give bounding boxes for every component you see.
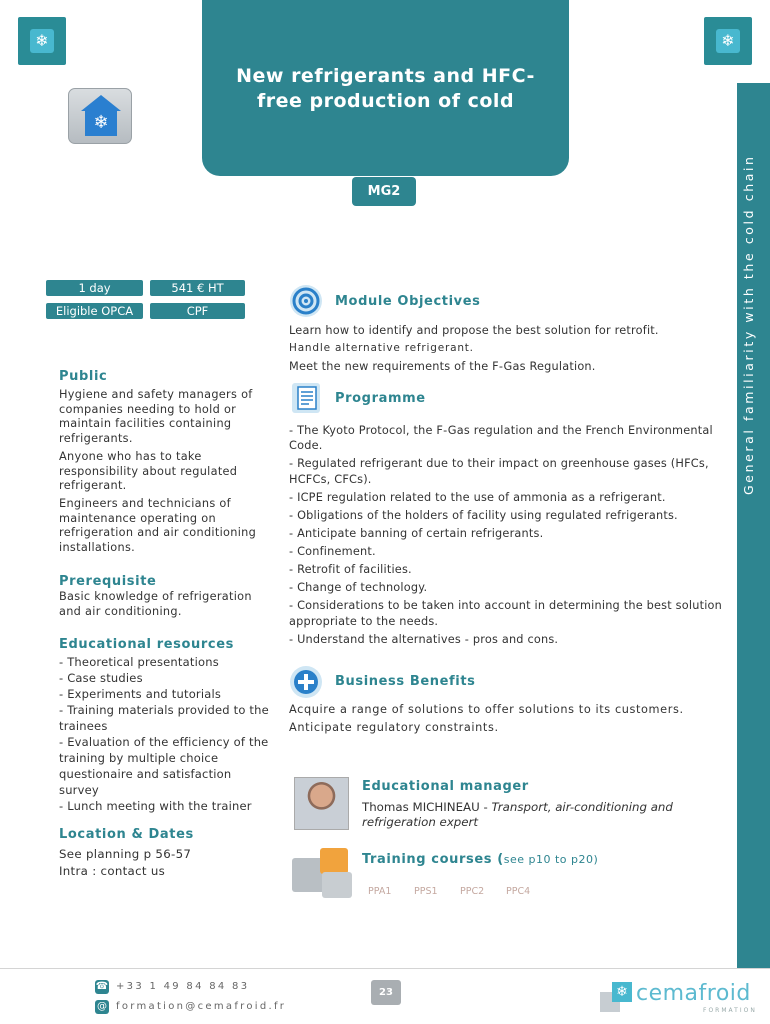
- courses-ref: see p10 to p20): [503, 853, 599, 866]
- objectives-heading: Module Objectives: [335, 294, 481, 309]
- list-item: - Experiments and tutorials: [59, 687, 222, 701]
- house-snowflake-icon: ❄: [68, 88, 132, 144]
- cemafroid-logo-icon: ❄: [600, 982, 634, 1014]
- document-icon: [289, 381, 323, 415]
- cpf-tag: CPF: [150, 303, 245, 319]
- page-number: 23: [371, 980, 401, 1005]
- courses-heading: [362, 852, 598, 867]
- courses-heading-text: Training courses (: [362, 852, 504, 867]
- module-code-badge: MG2: [352, 177, 416, 206]
- list-item: - Retrofit of facilities.: [289, 563, 412, 577]
- objectives-line: Handle alternative refrigerant.: [289, 342, 474, 354]
- list-item: - Case studies: [59, 671, 143, 685]
- title-banner: [202, 0, 569, 176]
- public-item: Anyone who has to take responsibility about regulated refrigerant.: [59, 450, 238, 493]
- public-item: Hygiene and safety managers of companies needing to hold or maintain facilities containing refrigerants.: [59, 388, 253, 445]
- benefits-line: Anticipate regulatory constraints.: [289, 721, 499, 734]
- prerequisite-heading: Prerequisite: [59, 574, 157, 589]
- side-banner-text: General familiarity with the cold chain: [741, 154, 756, 495]
- course-code-link[interactable]: PPA1: [368, 886, 392, 897]
- snowflake-icon: ❄: [716, 29, 740, 53]
- list-item: - Regulated refrigerant due to their impact on greenhouse gases (HFCs, HCFCs, CFCs).: [289, 457, 709, 486]
- corner-logo-left: [18, 17, 66, 65]
- corner-logo-right: [704, 17, 752, 65]
- footer-email[interactable]: formation@cemafroid.fr: [116, 1001, 287, 1012]
- list-item: - Change of technology.: [289, 581, 428, 595]
- duration-tag: 1 day: [46, 280, 143, 296]
- location-line: See planning p 56-57: [59, 847, 192, 861]
- course-code-link[interactable]: PPS1: [414, 886, 438, 897]
- manager-photo: [294, 777, 349, 830]
- phone-icon: ☎: [95, 981, 109, 992]
- plus-icon: [289, 665, 323, 699]
- prerequisite-text: Basic knowledge of refrigeration and air conditioning.: [59, 590, 252, 618]
- list-item: - Training materials provided to the trainees: [59, 703, 269, 733]
- programme-list: [289, 423, 724, 650]
- price-tag: 541 € HT: [150, 280, 245, 296]
- puzzle-icon: [292, 848, 354, 900]
- public-heading: Public: [59, 369, 108, 384]
- list-item: - Obligations of the holders of facility using regulated refrigerants.: [289, 508, 678, 522]
- list-item: - The Kyoto Protocol, the F-Gas regulation and the French Environmental Code.: [289, 424, 713, 453]
- list-item: - Theoretical presentations: [59, 655, 219, 669]
- brand-subtitle: FORMATION: [703, 1007, 757, 1014]
- brand-name: cemafroid: [636, 981, 751, 1006]
- footer-phone: +33 1 49 84 84 83: [116, 981, 250, 992]
- page-title: New refrigerants and HFC- free production of cold: [236, 65, 535, 112]
- benefits-line: Acquire a range of solutions to offer solutions to its customers.: [289, 703, 684, 716]
- course-code-link[interactable]: PPC4: [506, 886, 531, 897]
- programme-heading: Programme: [335, 391, 426, 406]
- snowflake-icon: ❄: [30, 29, 54, 53]
- manager-name: Thomas MICHINEAU -: [362, 800, 492, 814]
- opca-tag: Eligible OPCA: [46, 303, 143, 319]
- list-item: - Considerations to be taken into account in determining the best solution appropriate to the needs.: [289, 599, 723, 628]
- manager-info: [362, 800, 727, 830]
- footer-divider: [0, 968, 770, 969]
- resources-list: [59, 654, 274, 814]
- email-icon: @: [97, 1001, 107, 1012]
- location-line: Intra : contact us: [59, 864, 166, 878]
- list-item: - Confinement.: [289, 545, 376, 559]
- manager-role: Transport, air-conditioning and refrigeration expert: [362, 800, 673, 829]
- list-item: - Anticipate banning of certain refrigerants.: [289, 526, 544, 540]
- objectives-line: Learn how to identify and propose the best solution for retrofit.: [289, 324, 659, 337]
- objectives-line: Meet the new requirements of the F-Gas Regulation.: [289, 360, 596, 373]
- target-icon: [289, 284, 323, 318]
- resources-heading: Educational resources: [59, 637, 234, 652]
- benefits-heading: Business Benefits: [335, 674, 476, 689]
- location-heading: Location & Dates: [59, 827, 194, 842]
- list-item: - ICPE regulation related to the use of ammonia as a refrigerant.: [289, 490, 666, 504]
- public-item: Engineers and technicians of maintenance operating on refrigeration and air conditioning installations.: [59, 497, 257, 554]
- list-item: - Evaluation of the efficiency of the training by multiple choice questionaire and satisfaction survey: [59, 735, 269, 797]
- list-item: - Understand the alternatives - pros and cons.: [289, 632, 559, 646]
- manager-heading: Educational manager: [362, 779, 529, 794]
- list-item: - Lunch meeting with the trainer: [59, 799, 252, 813]
- course-code-link[interactable]: PPC2: [460, 886, 485, 897]
